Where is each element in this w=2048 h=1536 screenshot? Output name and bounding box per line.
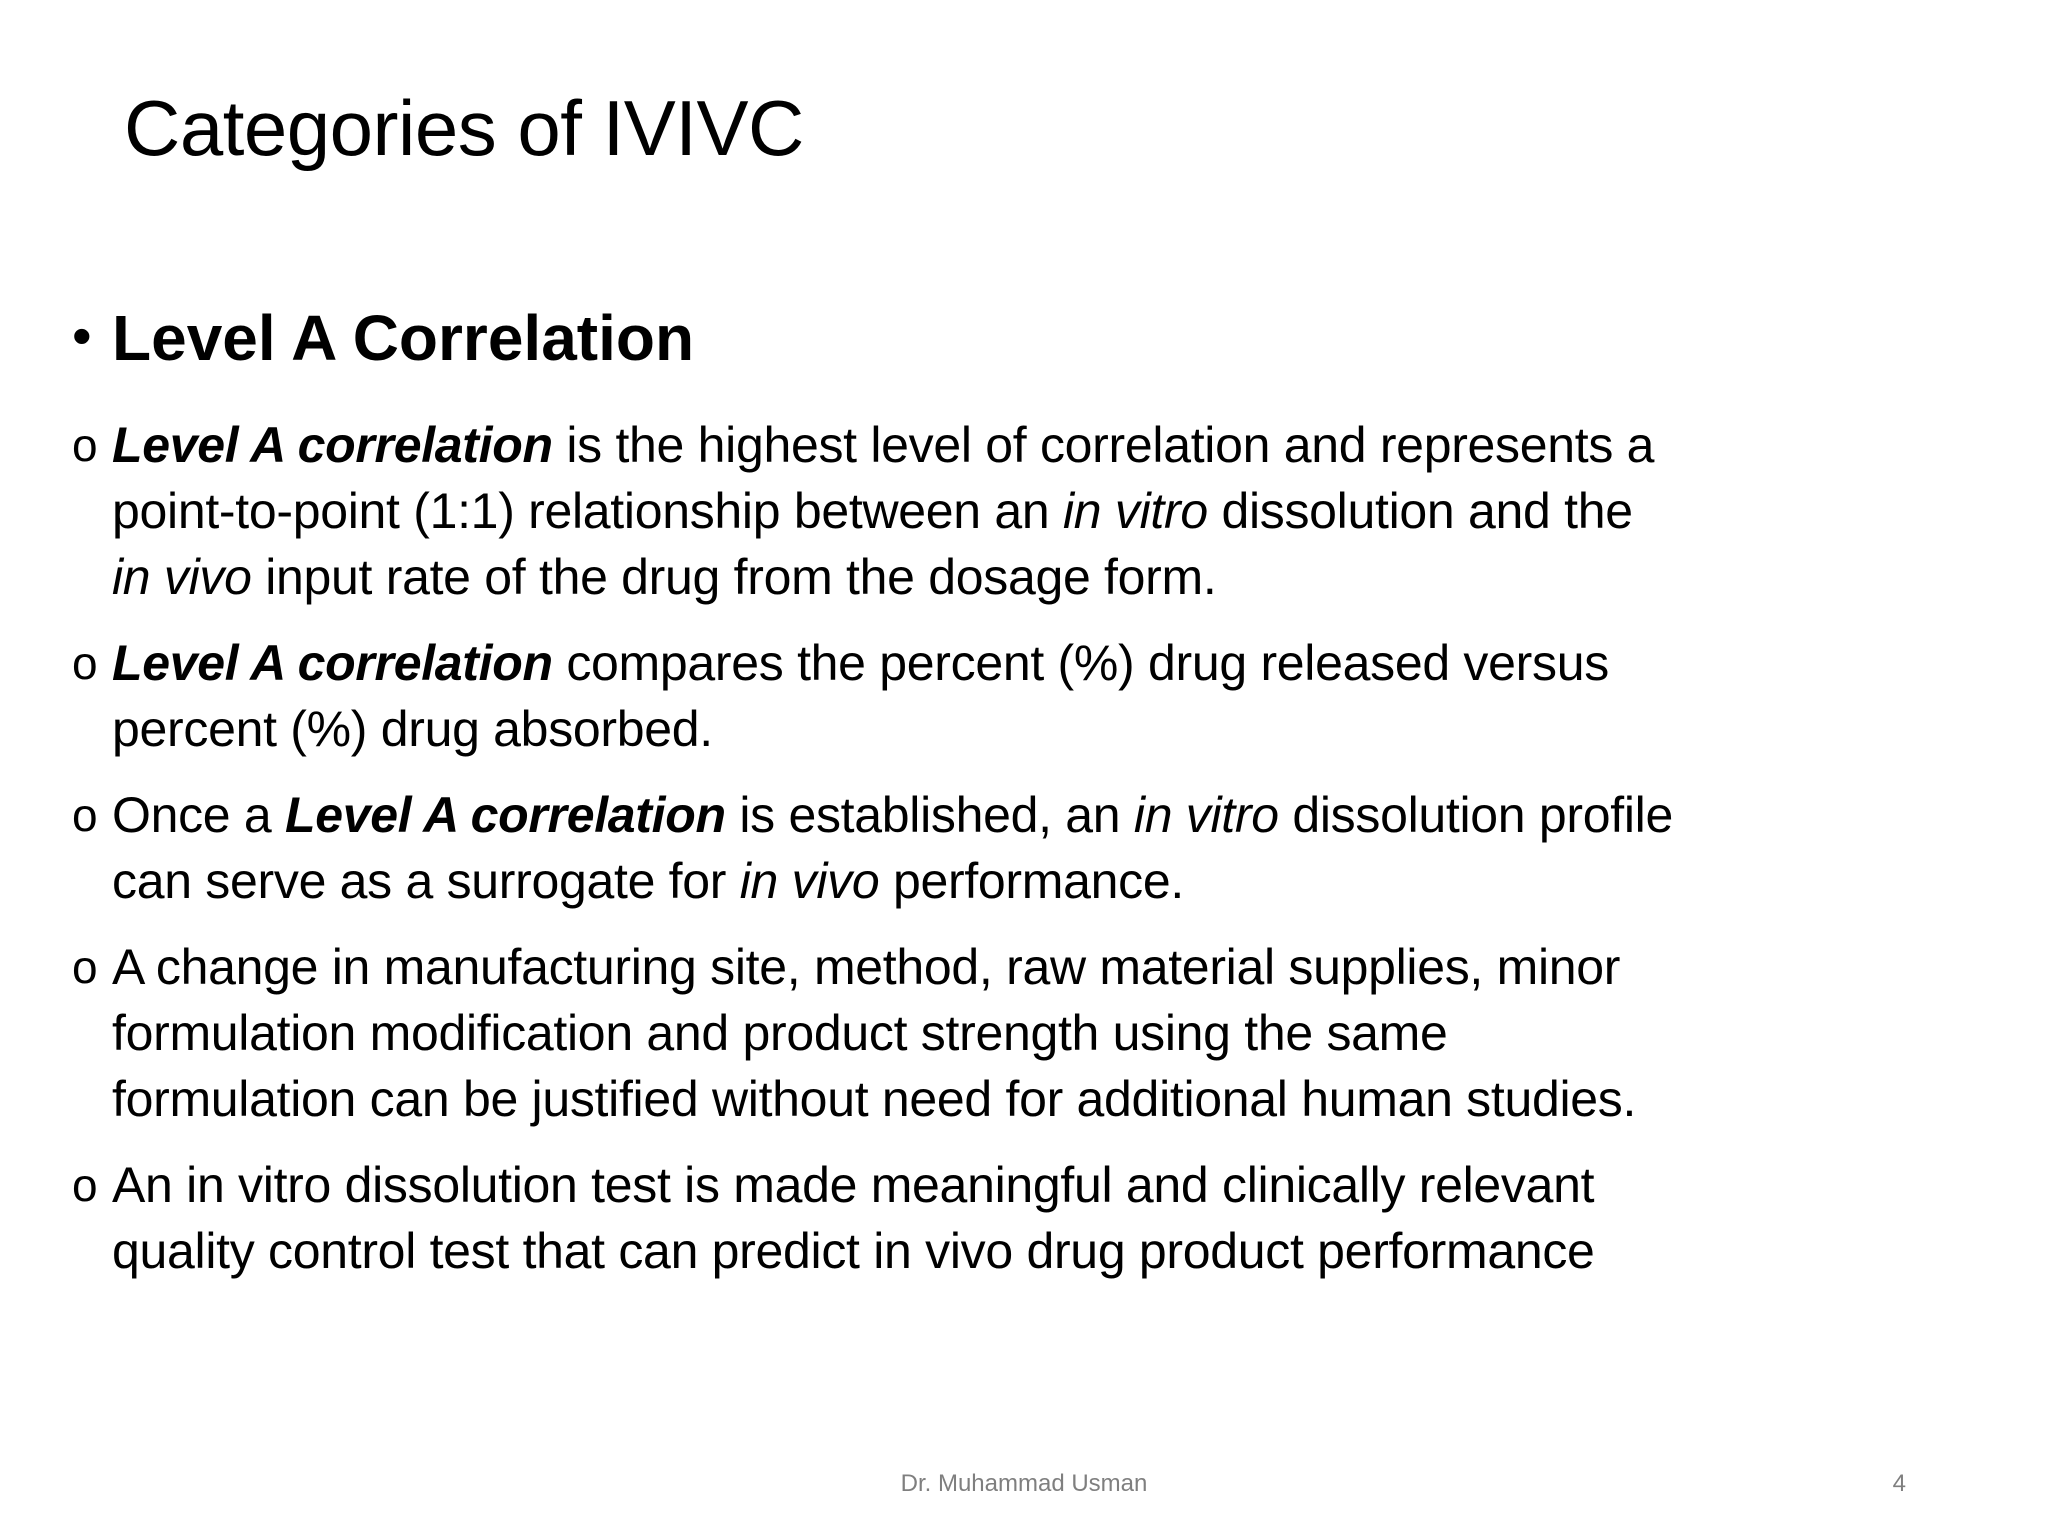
list-item-text [112, 630, 1972, 762]
text-segment: quality control test that can predict in vivo drug product performance [112, 1223, 1595, 1279]
text-line [112, 412, 1972, 478]
text-line [112, 1152, 1972, 1218]
list-item [72, 934, 1972, 1132]
italic-term: in vitro [1133, 787, 1279, 843]
text-segment: formulation can be justified without need for additional human studies. [112, 1071, 1637, 1127]
hollow-bullet-icon: o [72, 1159, 98, 1211]
list-item-text [112, 1152, 1972, 1284]
text-segment: is the highest level of correlation and represents a [552, 417, 1655, 473]
text-line [112, 1218, 1972, 1284]
text-line [112, 782, 1972, 848]
hollow-bullet-icon: o [72, 419, 98, 471]
emphasis-term: Level A correlation [285, 787, 726, 843]
text-segment: formulation modification and product strength using the same [112, 1005, 1448, 1061]
text-line [112, 1000, 1972, 1066]
text-line [112, 696, 1972, 762]
text-line [112, 848, 1972, 914]
text-segment: An in vitro dissolution test is made meaningful and clinically relevant [112, 1157, 1595, 1213]
text-segment: performance. [879, 853, 1184, 909]
list-item [72, 1152, 1972, 1284]
text-segment: Once a [112, 787, 285, 843]
bullet-icon: • [72, 304, 92, 367]
text-segment: is established, an [725, 787, 1134, 843]
hollow-bullet-icon: o [72, 789, 98, 841]
section-heading [72, 302, 694, 376]
emphasis-term: Level A correlation [112, 417, 553, 473]
footer-author: Dr. Muhammad Usman [900, 1470, 1148, 1497]
text-line [112, 934, 1972, 1000]
section-heading-text: Level A Correlation [112, 302, 695, 374]
italic-term: in vivo [739, 853, 880, 909]
slide-title: Categories of IVIVC [124, 84, 804, 172]
page-number: 4 [1892, 1470, 1906, 1497]
list-item [72, 630, 1972, 762]
text-line [112, 1066, 1972, 1132]
text-segment: can serve as a surrogate for [112, 853, 740, 909]
bullet-list [72, 412, 1972, 1304]
text-segment: dissolution profile [1278, 787, 1673, 843]
text-line [112, 478, 1972, 544]
emphasis-term: Level A correlation [112, 635, 553, 691]
list-item-text [112, 412, 1972, 610]
text-segment: percent (%) drug absorbed. [112, 701, 713, 757]
text-segment: A change in manufacturing site, method, raw material supplies, minor [112, 939, 1621, 995]
text-segment: dissolution and the [1207, 483, 1633, 539]
hollow-bullet-icon: o [72, 941, 98, 993]
text-line [112, 544, 1972, 610]
list-item-text [112, 782, 1972, 914]
italic-term: in vitro [1062, 483, 1208, 539]
list-item [72, 412, 1972, 610]
list-item [72, 782, 1972, 914]
text-segment: point-to-point (1:1) relationship between an [112, 483, 1063, 539]
text-line [112, 630, 1972, 696]
text-segment: input rate of the drug from the dosage form. [251, 549, 1217, 605]
list-item-text [112, 934, 1972, 1132]
text-segment: compares the percent (%) drug released versus [552, 635, 1609, 691]
italic-term: in vivo [112, 549, 252, 605]
hollow-bullet-icon: o [72, 637, 98, 689]
